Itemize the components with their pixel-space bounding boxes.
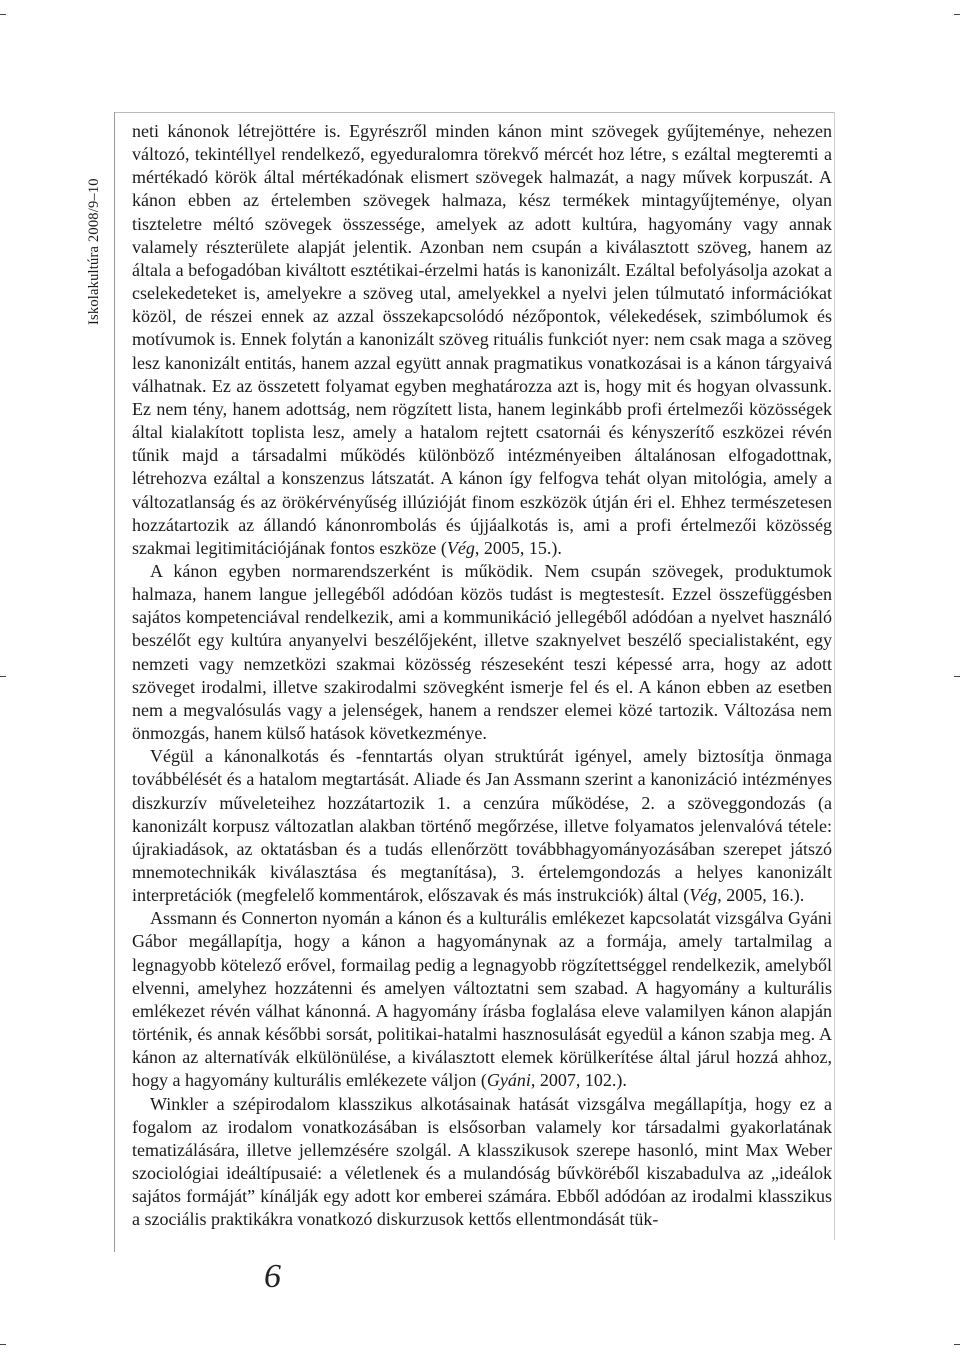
crop-mark: [954, 1344, 960, 1345]
paragraph-text: Végül a kánonalkotás és -fenntartás olyan struktúrát igényel, amely biztosítja önmaga továbbélését és a hatalom megtartását. Aliade és Jan Assmann szerint a kanonizáció intézményes diszkurzív műveleteihez hozzátartozik 1. a cenzúra működése, 2. a szöveggondozás (a kanonizált korpusz változatlan alakban történő megőrzése, illetve folyamatos jelenvalóvá tétele: újrakiadások, az oktatásban és a tudás ellenőrzött továbbhagyományozásában szerepet játszó mnemotechnikák kiválasztása és megtanítása), 3. értelemgondozás a helyes kanonizált interpretációk (megfelelő kommentárok, előszavak és más instrukciók) által (: [132, 746, 832, 906]
citation-author: Vég: [446, 537, 475, 558]
margin-rule: [114, 112, 115, 1252]
citation-tail: , 2005, 15.).: [474, 537, 562, 558]
paragraph-text: Assmann és Connerton nyomán a kánon és a kulturális emlékezet kapcsolatát vizsgálva Gyáni Gábor megállapítja, hogy a kánon a hagyománynak az a formája, amely tartalmilag a legnagyobb kötelező erővel, formailag pedig a legnagyobb rögzítettséggel rendelkezik, amelyből elvenni, amelyhez hozzátenni és amelyen változtatni sem szabad. A hagyomány a kulturális emlékezet révén válhat kánonná. A hagyomány írásba foglalása eleve valamilyen kánon alapján történik, és annak későbbi sorsát, politikai-hatalmi hasznosulását egyedül a kánon szabja meg. A kánon az alternatívák elkülönülése, a kiválasztott elemek körülkerítése által járul hozzá ahhoz, hogy a hagyomány kulturális emlékezete váljon (: [132, 908, 832, 1091]
paragraph-3: [132, 745, 832, 907]
paragraph-1: [132, 120, 832, 560]
paragraph-text: A kánon egyben normarendszerként is működik. Nem csupán szövegek, produktumok halmaza, hanem langue jellegéből adódóan közös tudást is megtestesít. Ezzel összefüggésben sajátos kompetenciával rendelkezik, ami a kommunikáció jellegéből adódóan a nyelvet használó beszélőt egy kultúra anyanyelvi beszélőjeként, illetve szaknyelvet beszélő specialistaként, egy nemzeti vagy nemzetközi szakmai közösség részeseként teszi képessé arra, hogy az adott szöveget irodalmi, illetve szakirodalmi szövegként ismerje fel és el. A kánon ebben az esetben nem a megvalósulás vagy a jelenségek, hanem a rendszer elemei közé tartozik. Változása nem önmozgás, hanem külső hatások következménye.: [132, 560, 832, 744]
paragraph-5: [132, 1093, 832, 1232]
running-head: Iskolakultúra 2008/9–10: [86, 178, 102, 325]
paragraph-text: neti kánonok létrejöttére is. Egyrészről minden kánon mint szövegek gyűjteménye, nehezen változó, tekintéllyel rendelkező, egyeduralomra törekvő mércét hoz létre, s ezáltal megteremti a mértékadó körök által mértékadónak elismert szövegek halmazát, a nagy művek korpuszát. A kánon ebben az értelemben szövegek halmaza, kész termékek mintagyűjteménye, olyan tiszteletre méltó szövegek összessége, amelyek az adott kultúra, hagyomány vagy annak valamely részterülete alapját jelentik. Azonban nem csupán a kiválasztott szöveg, hanem az általa a befogadóban kiváltott esztétikai-érzelmi hatás is kanonizált. Ezáltal befolyásolja azokat a cselekedeteket is, amelyekre a szöveg utal, amelyekkel a nyelvi jelen túlmutató információkat közöl, de részei ennek az azzal összekapcsolódó nézőpontok, vélekedések, szimbólumok és motívumok is. Ennek folytán a kanonizált szöveg rituális funkciót nyer: nem csak maga a szöveg lesz kanonizált entitás, hanem azzal együtt annak pragmatikus vonatkozásai is a kánon tárgyaivá válhatnak. Ez az összetett folyamat egyben meghatározza azt is, hogy mit és hogyan olvassunk. Ez nem tény, hanem adottság, nem rögzített lista, hanem leginkább profi értelmezői közösségek által kialakított toplista lesz, amely a hatalom rejtett csatornái és kényszerítő eszközei révén tűnik majd a társadalmi működés különböző intézményeiben általánosan elfogadottnak, létrehozva ezáltal a konszenzus látszatát. A kánon így felfogva tehát olyan mitológia, amely a változatlanság és az örökérvényűség illúzióját finom eszközök útján éri el. Ehhez természetesen hozzátartozik az állandó kánonrombolás és újjáalkotás is, ami a profi értelmezői közösség szakmai legitimitációjának fontos eszköze (: [132, 121, 832, 558]
citation-tail: , 2007, 102.).: [530, 1070, 627, 1091]
citation-author: Vég: [689, 885, 718, 906]
right-rule: [834, 112, 835, 1240]
top-rule: [114, 112, 834, 113]
citation-author: Gyáni: [486, 1070, 531, 1091]
crop-mark: [954, 676, 960, 677]
crop-mark: [0, 14, 6, 15]
paragraph-2: [132, 560, 832, 745]
page-number: 6: [264, 1258, 281, 1295]
crop-mark: [0, 1344, 6, 1345]
paragraph-text: Winkler a szépirodalom klasszikus alkotásainak hatását vizsgálva megállapítja, hogy ez a fogalom az irodalom vonatkozásában is elsősorban valamely kor társadalmi gyakorlatának tematizálására, illetve jellemzésére szolgál. A klasszikusok szerepe hasonló, mint Max Weber szociológiai ideáltípusaié: a véletlenek és a mulandóság bűvköréből kiszabadulva az „ideálok sajátos formáját” kínálják egy adott kor emberei számára. Ebből adódóan az irodalmi klasszikus a szociális praktikákra vonatkozó diskurzusok kettős ellentmondását tük-: [132, 1093, 832, 1230]
body-text: [132, 120, 832, 1232]
crop-mark: [0, 676, 6, 677]
paragraph-4: [132, 907, 832, 1092]
citation-tail: , 2005, 16.).: [717, 885, 805, 906]
crop-mark: [954, 14, 960, 15]
